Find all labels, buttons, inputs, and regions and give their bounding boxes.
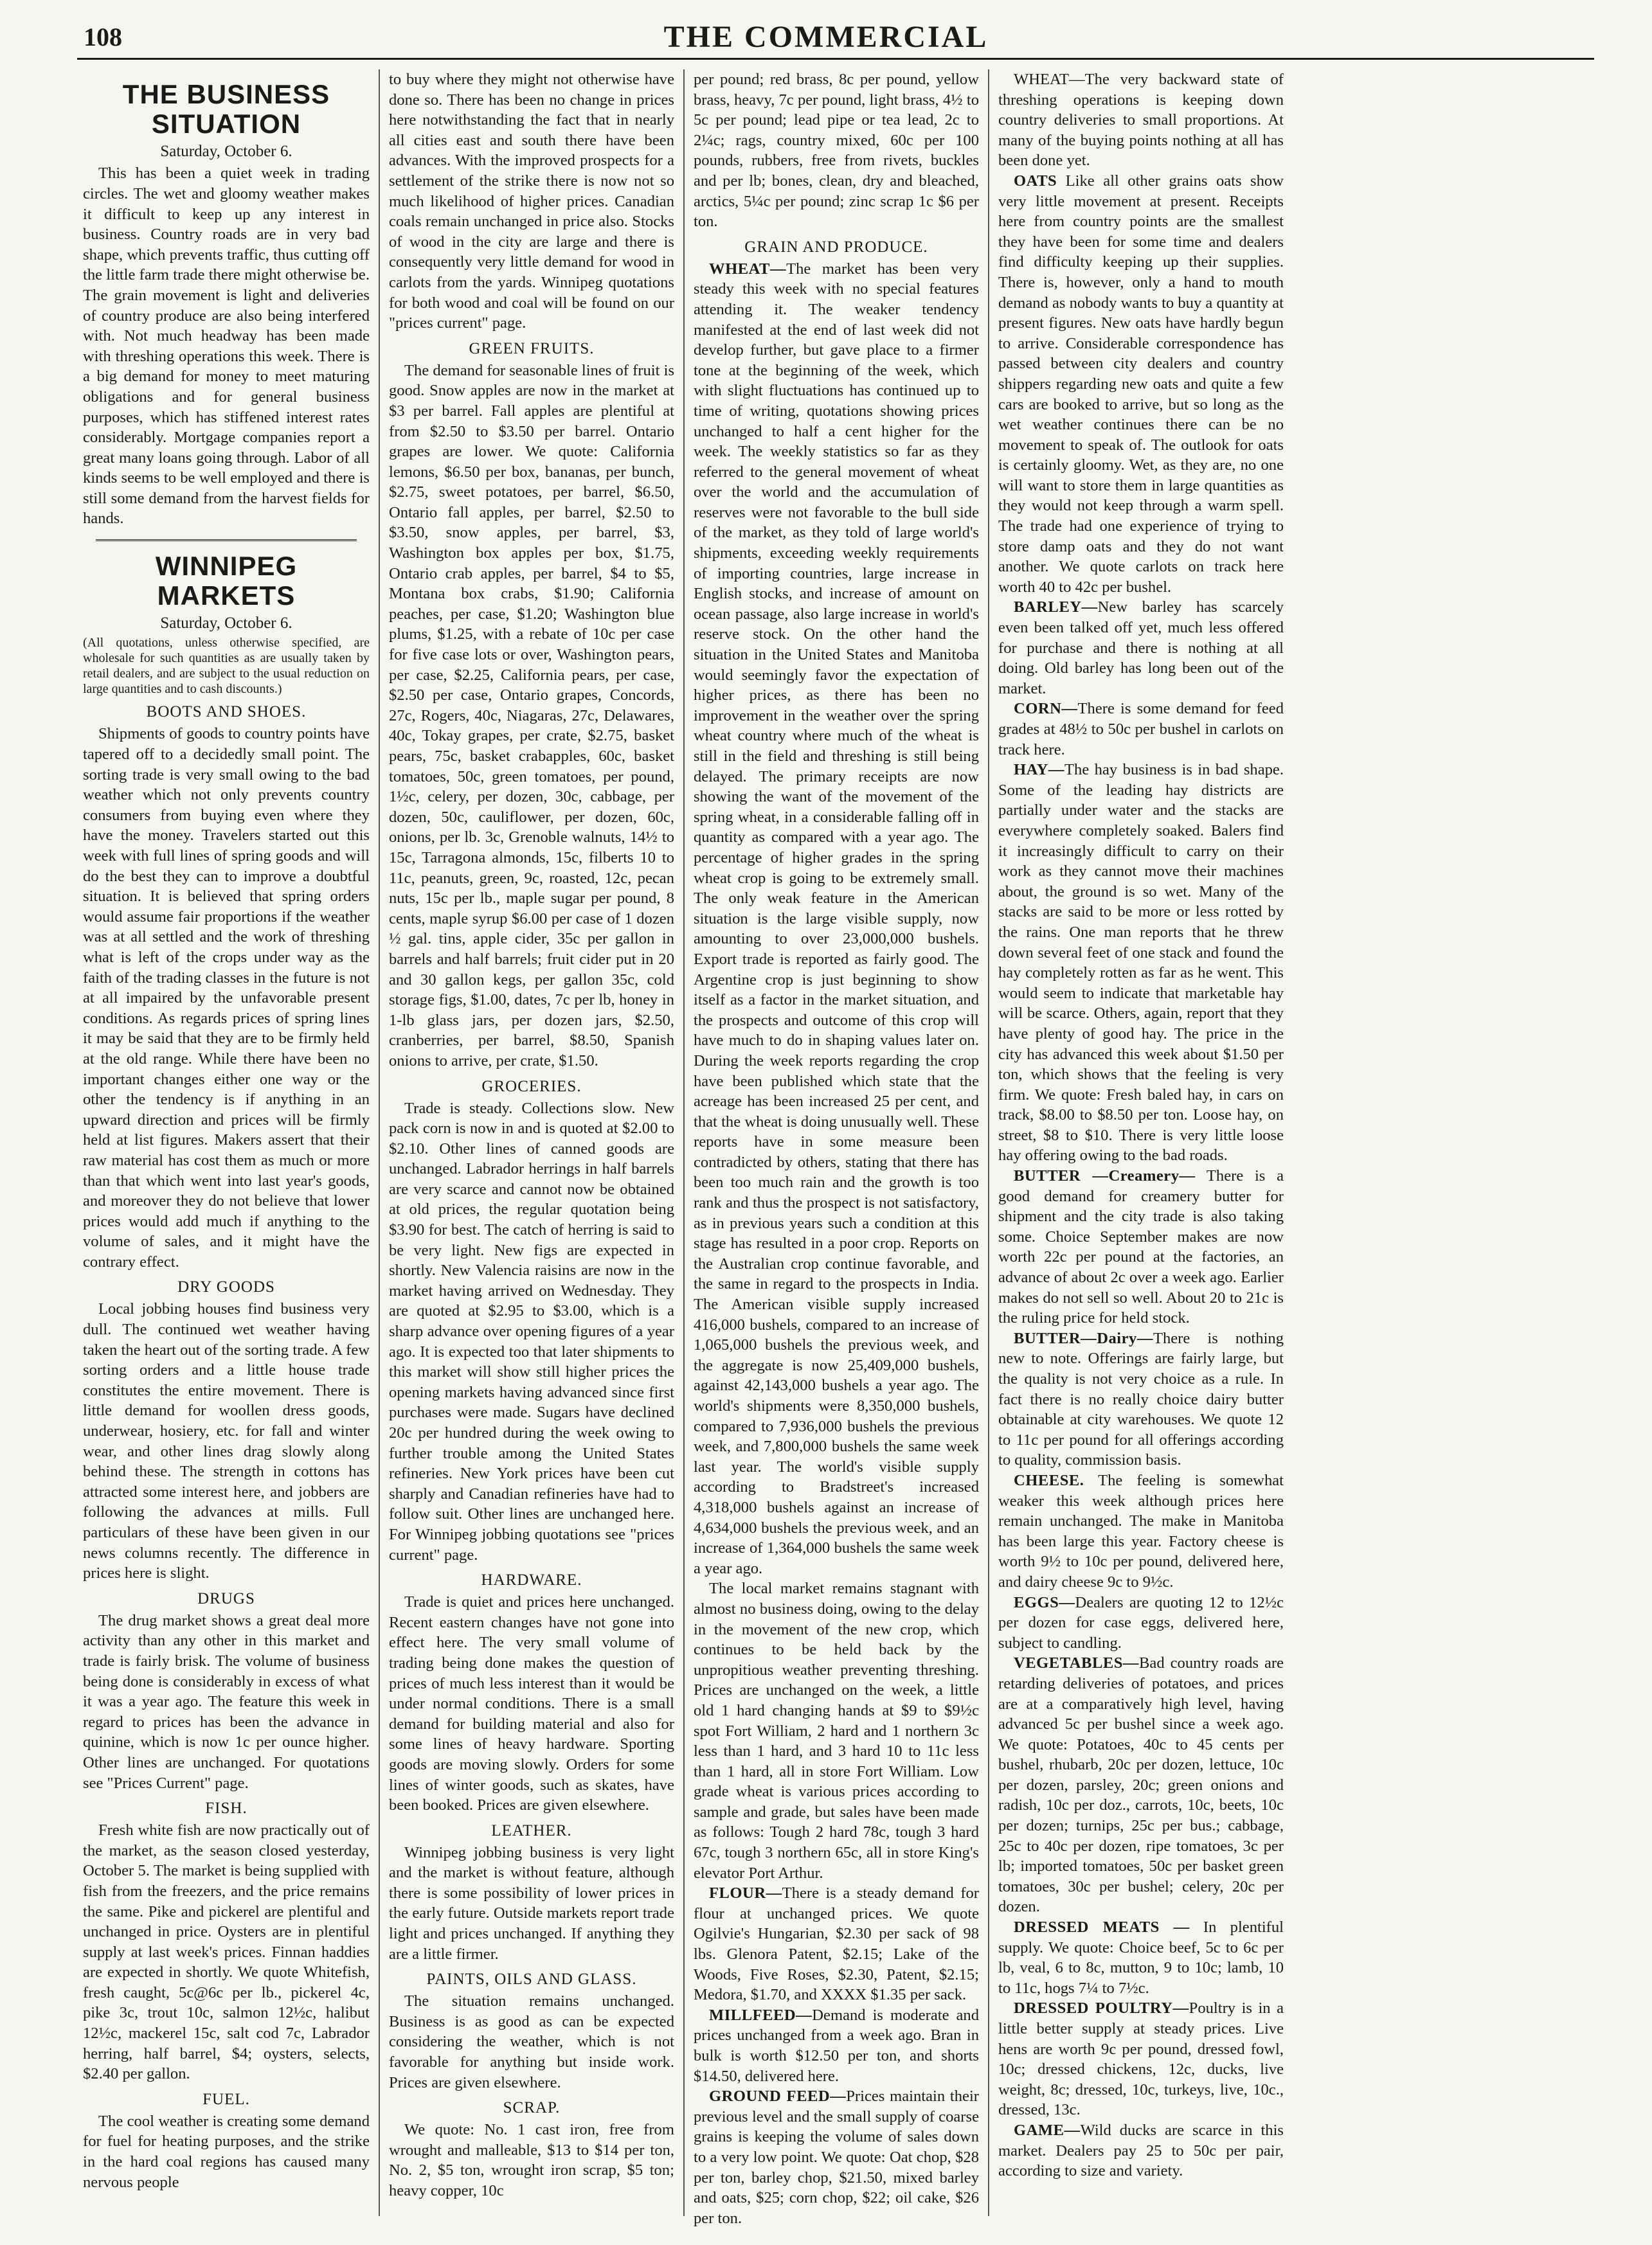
- header-rule: [77, 58, 1594, 60]
- hay-lead: HAY—: [1014, 761, 1064, 779]
- wheat-lead: WHEAT—: [709, 260, 787, 278]
- columns: [74, 69, 1597, 2227]
- column-4: [988, 69, 1293, 2216]
- fish-text: Fresh white fish are now practically out of the market, as the season closed yesterday, October 5. The market is being supplied with fish from the freezers, and the price remains the same. Pike and pickerel are plentiful and unchanged in price. Oysters are in plentiful supply at last week's prices. Finnan haddies are expected in shortly. We quote Whitefish, fresh caught, 5c@6c per lb., pickerel 4c, pike 3c, trout 10c, salmon 12½c, halibut 12½c, mackerel 15c, salt cod 7c, Labrador herring, half barrel, $4; oysters, selects, $2.40 per gallon.: [83, 1821, 370, 2083]
- oats-text: Like all other grains oats show very little movement at present. Receipts here from country points are the smallest they have been for some time and dealers find difficulty keeping up their supplies. There is, however, only a hand to mouth demand as nobody wants to buy a quantity at present figures. New oats have hardly begun to arrive. Considerable correspondence has passed between city dealers and country shippers regarding new oats and quite a few cars are booked to arrive, but so long as the wet weather continues there can be no movement to speak of. The outlook for oats is certainly gloomy. Wet, as they are, no one will want to store them in large quantities as they would not keep through a warm spell. The trade had one experience of trying to store damp oats and they do not want another. We quote carlots on track here worth 40 to 42c per bushel.: [998, 172, 1284, 596]
- dressed-meats-text: In plentiful supply. We quote: Choice beef, 5c to 6c per lb, veal, 6 to 8c, mutton, 9 to 10c; lamb, 10 to 11c, hogs 7¼ to 7½c.: [998, 1919, 1284, 1997]
- butter-dairy-text: There is nothing new to note. Offerings are fairly large, but the quality is not very choice as a rule. In fact there is no really choice dairy butter obtainable at city warehouses. We quote 12 to 11c per pound for all offerings according to quality, commission basis.: [998, 1329, 1284, 1469]
- butter-dairy-lead: BUTTER—Dairy—: [1014, 1329, 1153, 1347]
- business-date: Saturday, October 6.: [160, 143, 292, 161]
- hardware-heading: HARDWARE.: [481, 1571, 582, 1589]
- flour-lead: FLOUR—: [709, 1884, 782, 1902]
- dressed-meats-lead: DRESSED MEATS —: [1014, 1919, 1190, 1936]
- barley-lead: BARLEY—: [1014, 598, 1098, 616]
- hay-text: The hay business is in bad shape. Some of the leading hay districts are partially under water and the stacks are everywhere completely soaked. Balers find it increasingly difficult to carry on their work as they cannot move their machines about, the ground is so wet. Many of the stacks are said to be more or less rotted by the rains. One man reports that he threw down several feet of one stack and found the hay completely rotten as far as he went. This would seem to indicate that marketable hay will be scarce. Others, again, report that they have plenty of good hay. The price in the city has advanced this week about $1.50 per ton, which shows that the feeling is very firm. We quote: Fresh baled hay, in cars on track, $8.00 to $8.50 per ton. Loose hay, on street, $8 to $10. There is very little loose hay offering owing to the bad roads.: [998, 761, 1284, 1165]
- paints-heading: PAINTS, OILS AND GLASS.: [426, 1971, 637, 1989]
- dry-goods-heading: DRY GOODS: [177, 1278, 275, 1296]
- millfeed-paragraph: [694, 2005, 979, 2086]
- wheat-country-text: WHEAT—The very backward state of threshing operations is keeping down country deliveries to small proportions. At many of the buying points nothing at all has been done yet.: [998, 71, 1284, 170]
- wheat-text: The market has been very steady this week with no special features attending it. The weaker tendency manifested at the end of last week did not develop further, but gave place to a firmer tone at the beginning of the week, which with slight fluctuations has continued up to time of writing, quotations showing prices unchanged to half a cent higher for the week. The weekly statistics so far as they referred to the general movement of wheat over the world and the accumulation of reserves were not favorable to the bull side of the market, as they told of large world's shipments, exceeding weekly requirements of importing countries, large increase in English stocks, and increase of amount on ocean passage, also large increase in world's reserve stock. On the other hand the situation in the United States and Manitoba would seemingly favor the expectation of higher prices, as there has been no improvement in the weather over the spring wheat country where much of the wheat is still in the field and threshing is still being delayed. The primary receipts are now showing the want of the movement of the spring wheat, in a considerable falling off in quantity as compared with a year ago. The percentage of higher grades in the spring wheat crop is going to be extremely small. The only weak feature in the American situation is the large visible supply, now amounting to over 23,000,000 bushels. Export trade is reported as fairly good. The Argentine crop is just beginning to show itself as a factor in the market situation, and the prospects and outcome of this crop will have much to do in shaping values later on. During the week reports regarding the crop have been published which state that the acreage has been increased 25 per cent, and that the wheat is doing unusually well. These reports have in some measure been contradicted by others, stating that there has been too much rain and the growth is too rank and thus the prospect is not satisfactory, as in previous years such a condition at this stage has resulted in a poor crop. Reports on the Australian crop continue favorable, and the same in regard to the prospects in India. The American visible supply increased 416,000 bushels, compared to an increase of 1,065,000 bushels the previous week, and the aggregate is now 25,409,000 bushels, against 42,143,000 bushels a year ago. The world's shipments were 8,350,000 bushels, compared to 7,936,000 bushels the previous week, and 7,800,000 bushels the same week last year. The world's visible supply according to Bradstreet's increased 4,318,000 bushels against an increase of 4,634,000 bushels the previous week, and an increase of 1,364,000 bushels the same week a year ago.: [694, 260, 979, 1577]
- ground-feed-text: Prices maintain their previous level and the small supply of coarse grains is keeping the volume of sales down to a very low point. We quote: Oat chop, $28 per ton, barley chop, $21.50, mixed barley and oats, $25; corn chop, $22; oil cake, $26 per ton.: [694, 2088, 979, 2227]
- ground-feed-paragraph: [694, 2086, 979, 2228]
- boots-shoes-text: Shipments of goods to country points have tapered off to a decidedly small point. The sorting trade is very small owing to the bad weather which not only prevents country consumers from buying even where they have the money. Travelers started out this week with full lines of spring goods and will do the best they can to improve a doubtful situation. It is believed that spring orders would assume fair proportions if the weather was at all settled and the work of threshing what is left of the crops under way as the faith of the trading classes in the future is not at all impaired by the unfavorable present conditions. As regards prices of spring lines it may be said that they are to be firmly held at the old range. While there have been no important changes either one way or the other the tendency is if anything in an upward direction and prices will be firmly held at list figures. Makers assert that their raw material has cost them as much or more than that which went into last year's goods, and moreover they do not believe that lower prices would add much if anything to the volume of sales, and it might have the contrary effect.: [83, 725, 370, 1271]
- butter-creamery-lead: BUTTER —Creamery—: [1014, 1167, 1196, 1185]
- oats-paragraph: [998, 171, 1284, 597]
- page-header: [0, 0, 1652, 58]
- publication-title: THE COMMERCIAL: [663, 20, 989, 54]
- green-fruits-heading: GREEN FRUITS.: [469, 339, 595, 357]
- dressed-poultry-paragraph: [998, 1998, 1284, 2120]
- corn-paragraph: [998, 699, 1284, 760]
- paints-text: The situation remains unchanged. Business is as good as can be expected considering the weather, which is not favorable for anything but inside work. Prices are given elsewhere.: [389, 1992, 674, 2091]
- game-lead: GAME—: [1014, 2121, 1081, 2139]
- scrap-continued-text: per pound; red brass, 8c per pound, yellow brass, heavy, 7c per pound, light brass, 4½ to 5c per pound; lead pipe or tea lead, 2c to 2¼c; rags, country mixed, 60c per 100 pounds, rubbers, free from rivets, buckles and per lb; bones, clean, dry and bleached, arctics, 5¼c per pound; zinc scrap 1c $6 per ton.: [694, 71, 979, 231]
- drugs-heading: DRUGS: [197, 1589, 255, 1607]
- page-number: 108: [84, 22, 122, 51]
- groceries-text: Trade is steady. Collections slow. New pack corn is now in and is quoted at $2.00 to $2.10. Other lines of canned goods are unchanged. Labrador herrings in half barrels are very scarce and cannot now be obtained at old prices, the regular quotation being $3.90 for best. The catch of herring is said to be very light. New figs are expected in shortly. New Valencia raisins are now in the market having arrived on Wednesday. They are quoted at $2.95 to $3.00, which is a sharp advance over opening figures of a year ago. It is expected too that later shipments to this market will show still higher prices the opening markets having advanced since first purchases were made. Sugars have declined 20c per hundred during the week owing to further trouble among the United States refineries. New York prices have been cut sharply and Canadian refineries have had to follow suit. Other lines are unchanged here. For Winnipeg jobbing quotations see "prices current" page.: [389, 1099, 674, 1564]
- column-3: [683, 69, 988, 2227]
- game-paragraph: [998, 2120, 1284, 2181]
- butter-creamery-text: There is a good demand for creamery butter for shipment and the city trade is also taking some. Choice September makes are now worth 22c per pound at the factories, an advance of about 2c over a week ago. Earlier makes do not sell so well. About 20 to 21c is the ruling price for held stock.: [998, 1167, 1284, 1327]
- ground-feed-lead: GROUND FEED—: [709, 2088, 847, 2106]
- fuel-heading: FUEL.: [202, 2090, 250, 2108]
- groceries-heading: GROCERIES.: [481, 1077, 582, 1095]
- corn-text: There is some demand for feed grades at 48½ to 50c per bushel in carlots on track here.: [998, 700, 1284, 758]
- local-market-text: The local market remains stagnant with almost no business doing, owing to the delay in the movement of the new crop, which continues to be held back by the unpropitious weather preventing threshing. Prices are unchanged on the week, a little old 1 hard changing hands at $9 to $9½c spot Fort William, 2 hard and 1 northern 3c less than 1 hard, and 3 hard 10 to 11c less than 1 hard, all in store Fort William. Low grade wheat is various prices according to sample and grade, but sales have been made as follows: Tough 2 hard 78c, tough 3 hard 67c, tough 3 northern 65c, all in store King's elevator Port Arthur.: [694, 1580, 979, 1882]
- butter-dairy-paragraph: [998, 1328, 1284, 1471]
- scrap-text: We quote: No. 1 cast iron, free from wrought and malleable, $13 to $14 per ton, No. 2, $5 ton, wrought iron scrap, $5 ton; heavy copper, 10c: [389, 2121, 674, 2199]
- oats-lead: OATS: [1014, 172, 1057, 190]
- millfeed-text: Demand is moderate and prices unchanged from a week ago. Bran in bulk is worth $12.50 per ton, and shorts $14.50, delivered here.: [694, 2006, 979, 2085]
- fuel-continued-text: to buy where they might not otherwise have done so. There has been no change in prices here notwithstanding the fact that in nearly all cities east and south there have been advances. With the improved prospects for a settlement of the strike there is now not so much likelihood of higher prices. Canadian coals remain unchanged in price also. Stocks of wood in the city are large and there is consequently very little demand for wood in carlots from the yards. Winnipeg quotations for both wood and coal will be found on our "prices current" page.: [389, 71, 674, 332]
- butter-creamery-paragraph: [998, 1166, 1284, 1328]
- leather-text: Winnipeg jobbing business is very light and the market is without feature, although there is some possibility of lower prices in the early future. Outside markets report trade light and prices unchanged. If anything they are a little firmer.: [389, 1843, 674, 1963]
- boots-shoes-heading: BOOTS AND SHOES.: [146, 703, 307, 721]
- vegetables-text: Bad country roads are retarding deliveries of potatoes, and prices are at a comparatively high level, having advanced 5c per bushel since a week ago. We quote: Potatoes, 40c to 45 cents per bushel, rhubarb, 20c per dozen, lettuce, 10c per dozen, parsley, 20c; green onions and radish, 10c per doz., carrots, 10c, beets, 10c per dozen; turnips, 25c per bus.; cabbage, 25c to 40c per dozen, ripe tomatoes, 3c per lb; imported tomatoes, 50c per basket green tomatoes, 30c per bushel; celery, 20c per dozen.: [998, 1654, 1284, 1916]
- cheese-lead: CHEESE.: [1014, 1471, 1084, 1489]
- column-2: [379, 69, 683, 2216]
- eggs-paragraph: [998, 1593, 1284, 1654]
- cheese-text: The feeling is somewhat weaker this week although prices here remain unchanged. The make in Manitoba has been large this year. Factory cheese is worth 9½ to 10c per pound, delivered here, and dairy cheese 9c to 9½c.: [998, 1471, 1284, 1591]
- barley-paragraph: [998, 597, 1284, 699]
- drugs-text: The drug market shows a great deal more activity than any other in this market and trade is fairly brisk. The volume of business being done is considerably in excess of what it was a year ago. The feature this week in regard to prices has been the advance in quinine, which is now 1c per ounce higher. Other lines are unchanged. For quotations see "Prices Current" page.: [83, 1611, 370, 1792]
- column-1: [74, 69, 379, 2216]
- flour-paragraph: [694, 1883, 979, 2005]
- millfeed-lead: MILLFEED—: [709, 2006, 813, 2024]
- eggs-lead: EGGS—: [1014, 1593, 1075, 1611]
- wheat-paragraph: [694, 259, 979, 1579]
- eggs-text: Dealers are quoting 12 to 12½c per dozen for case eggs, delivered here, subject to candling.: [998, 1593, 1284, 1652]
- cheese-paragraph: [998, 1471, 1284, 1593]
- dressed-poultry-lead: DRESSED POULTRY—: [1014, 1999, 1189, 2017]
- vegetables-paragraph: [998, 1653, 1284, 1917]
- fuel-text: The cool weather is creating some demand for fuel for heating purposes, and the strike in the hard coal regions has caused many nervous people: [83, 2112, 370, 2191]
- winnipeg-markets-title: WINNIPEG MARKETS: [155, 551, 298, 611]
- game-text: Wild ducks are scarce in this market. Dealers pay 25 to 50c per pair, according to size and variety.: [998, 2121, 1284, 2180]
- green-fruits-text: The demand for seasonable lines of fruit is good. Snow apples are now in the market at $3 per barrel. Fall apples are plentiful at from $2.50 to $3.50 per barrel. Ontario grapes are lower. We quote: California lemons, $6.50 per box, bananas, per bunch, $2.75, sweet potatoes, per barrel, $6.50, Ontario fall apples, per barrel, $2.50 to $3.50, snow apples, per barrel, $3, Washington box apples per box, $1.75, Ontario crab apples, per barrel, $4 to $5, Montana box crabs, $1.90; California peaches, per case, $1.20; Washington blue plums, $1.25, with a rebate of 10c per case for five case lots or over, Washington pears, per case, $2.25, California pears, per case, $2.50 per case, Ontario grapes, Concords, 27c, Rogers, 40c, Niagaras, 27c, Delawares, 40c, Tokay grapes, per crate, $2.75, basket pears, 75c, basket crabapples, 60c, basket tomatoes, 50c, green tomatoes, per pound, 1½c, celery, per dozen, 30c, cabbage, per dozen, 50c, cauliflower, per dozen, 60c, onions, per lb. 3c, Grenoble walnuts, 14½ to 15c, Tarragona almonds, 15c, filberts 10 to 11c, peanuts, green, 9c, roasted, 12c, pecan nuts, 15c per lb., maple sugar per pound, 8 cents, maple syrup $6.00 per case of 1 dozen ½ gal. tins, apple cider, 35c per gallon in barrels and half barrels; fruit cider put in 20 and 30 gallon kegs, per gallon 35c, cold storage figs, $1.00, dates, 7c per lb, honey in 1-lb glass jars, per dozen jars, $2.50, cranberries, per barrel, $8.50, Spanish onions to arrive, per crate, $1.50.: [389, 361, 675, 1069]
- leather-heading: LEATHER.: [491, 1821, 572, 1839]
- business-text: This has been a quiet week in trading circles. The wet and gloomy weather makes it difficult to keep up any interest in business. Country roads are in very bad shape, which prevents traffic, thus cutting off the little farm trade there might otherwise be. The grain movement is light and deliveries of country produce are also being interfered with. Not much headway has been made with threshing operations this week. There is a big demand for money to meet maturing obligations and for general business purposes, which has stiffened interest rates considerably. Mortgage companies report a great many loans going through. Labor of all kinds seems to be well employed and there is still some demand from the harvest fields for hands.: [83, 165, 370, 528]
- section-divider: [96, 539, 357, 541]
- business-situation-title: THE BUSINESS SITUATION: [122, 79, 330, 139]
- quotation-note: (All quotations, unless otherwise specified, are wholesale for such quantities as are usually taken by retail dealers, and are subject to the usual reduction on large quantities and to cash discounts.): [83, 636, 370, 697]
- dressed-poultry-text: Poultry is in a little better supply at steady prices. Live hens are worth 9c per pound, dressed fowl, 10c; dressed chickens, 12c, ducks, live weight, 8c; dressed, 10c, turkeys, live, 10c., dressed, 13c.: [998, 1999, 1284, 2119]
- dressed-meats-paragraph: [998, 1917, 1284, 1998]
- fish-heading: FISH.: [205, 1800, 247, 1818]
- dry-goods-text: Local jobbing houses find business very dull. The continued wet weather having taken the heart out of the sorting trade. A few sorting orders and a little house trade constitutes the entire movement. There is little demand for woollen dress goods, underwear, hosiery, etc. for fall and winter wear, and other lines drag slowly along behind these. The strength in cottons has attracted some interest here, and jobbers are following the advances at mills. Full particulars of these have been given in our news columns recently. The difference in prices here is slight.: [83, 1300, 370, 1582]
- hardware-text: Trade is quiet and prices here unchanged. Recent eastern changes have not gone into effect here. The very small volume of trading being done makes the question of prices of much less interest than it would be under normal conditions. There is a small demand for building material and also for some lines of heavy hardware. Sporting goods are moving slowly. Orders for some lines of winter goods, such as skates, have been booked. Prices are given elsewhere.: [389, 1593, 674, 1814]
- corn-lead: CORN—: [1014, 700, 1078, 718]
- flour-text: There is a steady demand for flour at unchanged prices. We quote Ogilvie's Hungarian, $2.30 per sack of 98 lbs. Glenora Patent, $2.15; Lake of the Woods, Five Roses, $2.30, Patent, $2.15; Medora, $1.70, and XXXX $1.35 per sack.: [694, 1884, 979, 2004]
- hay-paragraph: [998, 760, 1284, 1166]
- grain-produce-heading: GRAIN AND PRODUCE.: [744, 238, 928, 256]
- scrap-heading: SCRAP.: [503, 2099, 561, 2117]
- vegetables-lead: VEGETABLES—: [1014, 1654, 1140, 1672]
- winnipeg-date: Saturday, October 6.: [160, 614, 292, 632]
- barley-text: New barley has scarcely even been talked off yet, much less offered for purchase and there is nothing at all doing. Old barley has long been out of the market.: [998, 598, 1284, 697]
